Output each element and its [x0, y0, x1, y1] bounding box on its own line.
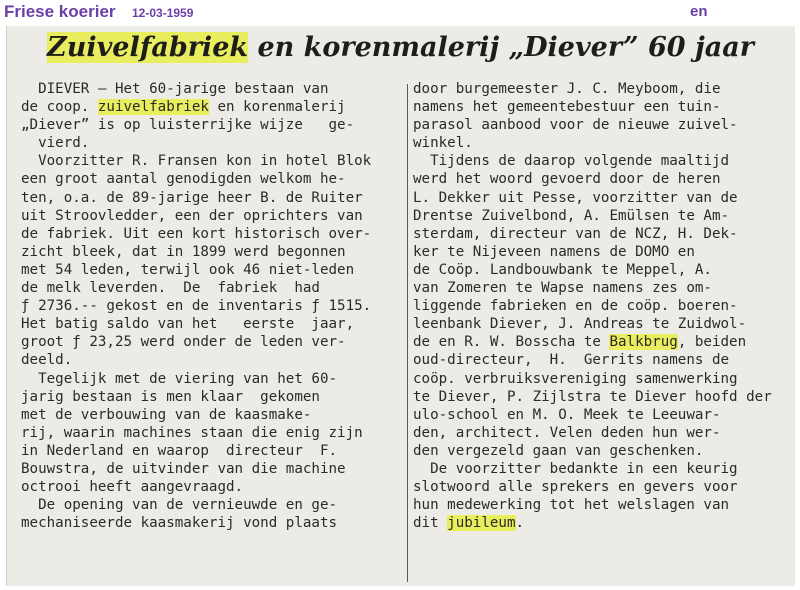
- text-line: [21, 424, 399, 442]
- text-segment: in Nederland en waarop directeur F.: [21, 442, 338, 459]
- text-line: [413, 134, 791, 152]
- text-segment: winkel.: [413, 135, 473, 152]
- text-line: [413, 388, 791, 406]
- text-segment: De opening van de vernieuwde en ge-: [21, 497, 338, 514]
- text-segment: dit: [413, 515, 448, 532]
- headline-highlight: Zuivelfabriek: [47, 32, 249, 63]
- text-line: [413, 297, 791, 315]
- text-segment: met 54 leden, terwijl ook 46 niet-leden: [21, 261, 355, 278]
- text-segment: en korenmalerij: [208, 99, 346, 116]
- text-line: [413, 496, 791, 514]
- text-segment: Bouwstra, de uitvinder van die machine: [21, 460, 346, 477]
- text-segment: parasol aanbood voor de nieuwe zuivel-: [413, 117, 738, 134]
- text-line: [413, 80, 791, 98]
- text-segment: met de verbouwing van de kaasmake-: [21, 406, 312, 423]
- text-segment: DIEVER — Het 60-jarige bestaan van: [21, 81, 329, 97]
- text-line: [21, 98, 399, 116]
- page-header: [0, 0, 800, 26]
- text-line: [413, 243, 791, 261]
- text-segment: uit Stroovledder, een der oprichters van: [21, 207, 363, 224]
- highlighted-term: zuivelfabriek: [97, 99, 209, 116]
- text-segment: leenbank Diever, J. Andreas te Zuidwol-: [413, 316, 747, 333]
- text-line: [21, 189, 399, 207]
- text-line: [413, 225, 791, 243]
- text-line: [21, 333, 399, 351]
- text-segment: ker te Nijeveen namens de DOMO en: [413, 243, 695, 260]
- text-line: [21, 351, 399, 369]
- text-segment: Het batig saldo van het eerste jaar,: [21, 316, 355, 333]
- text-segment: ten, o.a. de 89-jarige heer B. de Ruiter: [21, 189, 363, 206]
- text-line: [413, 370, 791, 388]
- text-line: [413, 189, 791, 207]
- text-line: [413, 333, 791, 351]
- text-segment: door burgemeester J. C. Meyboom, die: [413, 81, 721, 97]
- article-paragraph: [21, 152, 399, 369]
- text-line: [21, 243, 399, 261]
- text-segment: van Zomeren te Wapse namens zes om-: [413, 280, 712, 297]
- article-paragraph: [21, 370, 399, 497]
- text-segment: hun medewerking tot het welslagen van: [413, 497, 730, 514]
- text-line: [21, 134, 399, 152]
- text-line: [413, 116, 791, 134]
- article-paragraph: [21, 80, 399, 152]
- article-headline: [47, 32, 787, 63]
- text-segment: de melk leverden. De fabriek had: [21, 280, 320, 297]
- text-segment: den, architect. Velen deden hun wer-: [413, 424, 721, 441]
- text-segment: , beiden: [677, 334, 747, 351]
- text-line: [21, 225, 399, 243]
- text-line: [413, 279, 791, 297]
- text-segment: de Coöp. Landbouwbank te Meppel, A.: [413, 261, 712, 278]
- text-line: [21, 406, 399, 424]
- text-line: [21, 460, 399, 478]
- text-line: [21, 261, 399, 279]
- text-segment: de en R. W. Bosscha te: [413, 334, 610, 351]
- text-line: [413, 442, 791, 460]
- text-segment: den vergezeld gaan van geschenken.: [413, 442, 704, 459]
- text-segment: mechaniseerde kaasmakerij vond plaats: [21, 515, 338, 532]
- text-line: [413, 514, 791, 532]
- text-segment: een groot aantal genodigden welkom he-: [21, 171, 346, 188]
- highlighted-term: jubileum: [447, 515, 516, 532]
- text-line: [21, 496, 399, 514]
- article-paragraph: [21, 496, 399, 532]
- text-line: [413, 351, 791, 369]
- text-line: [21, 478, 399, 496]
- text-segment: De voorzitter bedankte in een keurig: [413, 460, 738, 477]
- text-segment: te Diever, P. Zijlstra te Diever hoofd der: [413, 388, 772, 405]
- text-segment: vierd.: [21, 135, 90, 152]
- text-line: [21, 370, 399, 388]
- text-segment: coöp. verbruiksvereniging samenwerking: [413, 370, 738, 387]
- text-line: [413, 98, 791, 116]
- text-segment: de fabriek. Uit een kort historisch over-: [21, 225, 372, 242]
- text-segment: „Diever” is op luisterrijke wijze ge-: [21, 117, 355, 134]
- text-segment: jarig bestaan is men klaar gekomen: [21, 388, 320, 405]
- text-segment: octrooi heeft aangevraagd.: [21, 479, 244, 496]
- text-line: [21, 207, 399, 225]
- text-segment: groot ƒ 23,25 werd onder de leden ver-: [21, 334, 346, 351]
- text-segment: liggende fabrieken en de coöp. boeren-: [413, 298, 738, 315]
- text-segment: de coop.: [21, 99, 98, 116]
- article-column-right: [413, 80, 791, 532]
- text-segment: zicht bleek, dat in 1899 werd begonnen: [21, 243, 346, 260]
- text-line: [413, 460, 791, 478]
- text-segment: L. Dekker uit Pesse, voorzitter van de: [413, 189, 738, 206]
- headline-rest: en korenmalerij „Diever” 60 jaar: [248, 32, 754, 63]
- publication-date: 12-03-1959: [132, 6, 194, 20]
- text-line: [413, 406, 791, 424]
- text-line: [413, 315, 791, 333]
- highlighted-term: Balkbrug: [609, 334, 678, 351]
- newspaper-clipping: [6, 26, 795, 586]
- text-segment: Tijdens de daarop volgende maaltijd: [413, 153, 730, 170]
- text-segment: ulo-school en M. O. Meek te Leeuwar-: [413, 406, 721, 423]
- text-segment: Drentse Zuivelbond, A. Emülsen te Am-: [413, 207, 730, 224]
- text-line: [21, 170, 399, 188]
- article-paragraph: [413, 152, 791, 460]
- text-line: [21, 116, 399, 134]
- article-paragraph: [413, 460, 791, 532]
- article-paragraph: [413, 80, 791, 152]
- text-line: [21, 152, 399, 170]
- text-line: [413, 478, 791, 496]
- text-segment: deeld.: [21, 352, 73, 369]
- text-line: [21, 442, 399, 460]
- text-line: [413, 424, 791, 442]
- text-line: [21, 514, 399, 532]
- column-divider: [407, 84, 408, 582]
- text-segment: .: [515, 515, 525, 532]
- text-segment: slotwoord alle sprekers en gevers voor: [413, 479, 738, 496]
- text-segment: Voorzitter R. Fransen kon in hotel Blok: [21, 153, 372, 170]
- newspaper-name: Friese koerier: [4, 2, 116, 21]
- text-line: [413, 152, 791, 170]
- text-line: [21, 80, 399, 98]
- text-segment: ƒ 2736.-- gekost en de inventaris ƒ 1515.: [21, 298, 372, 315]
- text-line: [413, 170, 791, 188]
- text-line: [21, 297, 399, 315]
- header-text-fragment: en: [690, 3, 708, 20]
- text-line: [21, 388, 399, 406]
- text-line: [413, 261, 791, 279]
- text-segment: werd het woord gevoerd door de heren: [413, 171, 721, 188]
- text-segment: Tegelijk met de viering van het 60-: [21, 370, 338, 387]
- article-column-left: [21, 80, 399, 532]
- text-segment: sterdam, directeur van de NCZ, H. Dek-: [413, 225, 738, 242]
- text-segment: namens het gemeentebestuur een tuin-: [413, 99, 721, 116]
- text-segment: oud-directeur, H. Gerrits namens de: [413, 352, 730, 369]
- text-line: [21, 279, 399, 297]
- text-line: [21, 315, 399, 333]
- text-segment: rij, waarin machines staan die enig zijn: [21, 424, 363, 441]
- text-line: [413, 207, 791, 225]
